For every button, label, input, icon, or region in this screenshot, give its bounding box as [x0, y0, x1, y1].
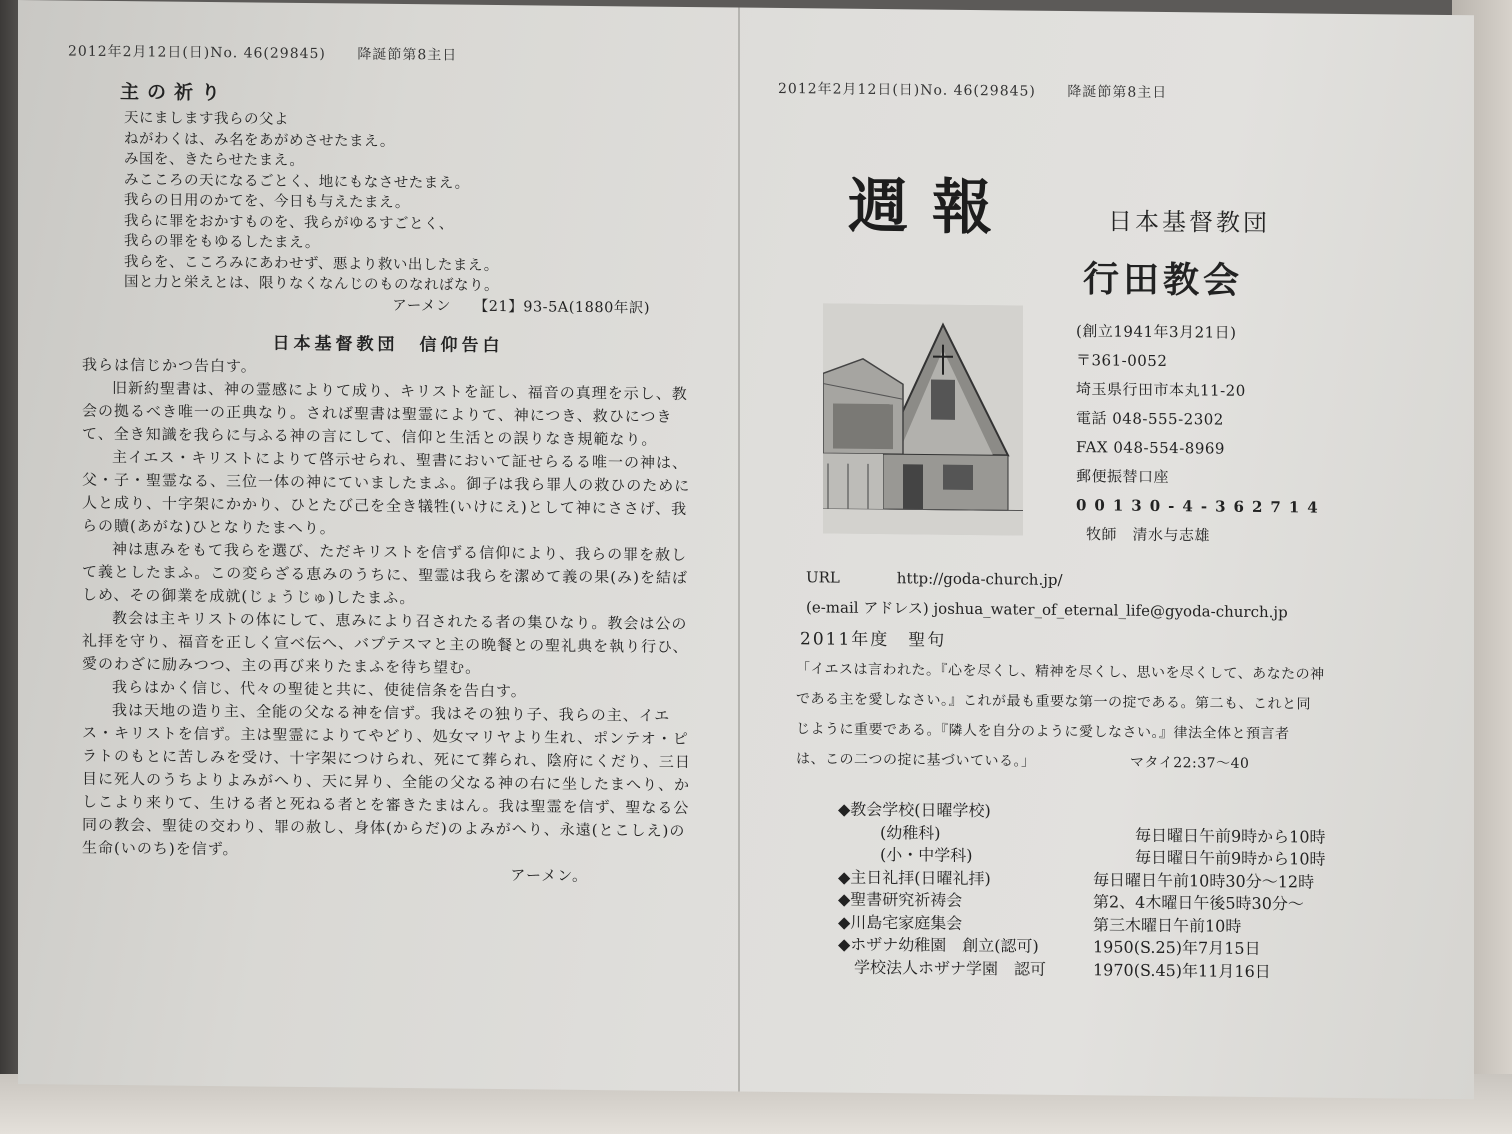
header-date: 2012年2月12日(日)No. 46(29845) — [778, 80, 1036, 100]
creed-paragraph: 主イエス・キリストによりて啓示せられ、聖書において証せらるる唯一の神は、父・子・聖霊なる、三位一体の神にていましたまふ。御子は我ら罪人の救ひのために人と成り、十字架にかかり、ひとたび己を全き犠牲(いけにえ)として神にささげ、我らの贖(あがな)ひとなりたまへり。 — [82, 447, 691, 538]
verse-line: 「イエスは言われた。『心を尽くし、精神を尽くし、思いを尽くして、あなたの神 — [796, 661, 1325, 683]
prayer-line: みこころの天になるごとく、地にもなさせたまえ。 — [124, 171, 470, 192]
schedule-time: 毎日曜日午前10時30分～12時 — [1093, 869, 1315, 892]
prayer-line: 我らの罪をもゆるしたまえ。 — [124, 233, 320, 252]
email-address[interactable]: joshua_water_of_eternal_life@gyoda-church.jp — [933, 599, 1288, 622]
confession-of-faith — [82, 354, 698, 866]
creed-paragraph: 旧新約聖書は、神の霊感によりて成り、キリストを証し、福音の真理を示し、教会の拠るべき唯一の正典なり。されば聖書は聖霊によりて、神につき、救ひにつきて、全き知識を我らに与ふる神の言にして、信仰と生活との誤りなき規範なり。 — [82, 378, 688, 449]
schedule-time: 1950(S.25)年7月15日 — [1093, 937, 1261, 959]
telephone: 電話 048-555-2302 — [1076, 409, 1224, 429]
prayer-line: 天にまします我らの父よ — [124, 110, 289, 128]
schedule-item: ◆聖書研究祈祷会 — [838, 889, 963, 910]
prayer-title: 主の祈り — [120, 81, 229, 105]
schedule-item: (幼稚科) — [880, 822, 941, 843]
creed-paragraph: 教会は主キリストの体にして、恵みにより召されたる者の集ひなり。教会は公の礼拝を守り、福音を正しく宣べ伝へ、バプテスマと主の晩餐との聖礼典を執り行ひ、愛のわざに励みつつ、主の再び来りたまふを待ち望む。 — [82, 608, 689, 677]
left-header — [68, 41, 708, 68]
creed-paragraph: 我らは信じかつ告白す。 — [82, 355, 257, 376]
schedule-item: (小・中学科) — [880, 845, 973, 865]
denomination-name: 日本基督教団 — [1108, 207, 1270, 238]
header-date: 2012年2月12日(日)No. 46(29845) — [68, 43, 326, 63]
address: 埼玉県行田市本丸11-20 — [1076, 380, 1246, 400]
email-label: (e-mail アドレス) — [806, 598, 929, 618]
church-contact-info — [1076, 317, 1326, 552]
creed-amen: アーメン。 — [510, 866, 588, 885]
schedule-item: ◆主日礼拝(日曜礼拝) — [838, 867, 991, 888]
creed-title: 日本基督教団 信仰告白 — [272, 333, 504, 357]
postal-code: 〒361-0052 — [1076, 351, 1168, 371]
postal-account-number: 00130-4-362714 — [1076, 496, 1326, 517]
schedule-time: 1970(S.45)年11月16日 — [1093, 959, 1271, 981]
schedule-time: 第2、4木曜日午後5時30分～ — [1093, 892, 1304, 914]
pastor-name: 牧師 清水与志雄 — [1086, 525, 1211, 545]
verse-line: じように重要である。『隣人を自分のように愛しなさい。』律法全体と預言者 — [796, 721, 1290, 743]
church-building-illustration — [823, 303, 1023, 535]
prayer-line: 我らの日用のかてを、今日も与えたまえ。 — [124, 192, 410, 212]
schedule-list — [838, 799, 1326, 984]
web-contact — [806, 562, 1288, 627]
schedule-item: ◆川島宅家庭集会 — [838, 912, 963, 933]
founded-date: (創立1941年3月21日) — [1076, 322, 1237, 342]
prayer-line: 我らに罪をおかすものを、我らがゆるすごとく、 — [124, 212, 454, 233]
schedule-time: 毎日曜日午前9時から10時 — [1135, 847, 1326, 869]
schedule-item: 学校法人ホザナ学園 認可 — [838, 957, 1047, 979]
left-page — [68, 41, 708, 1028]
postal-account-label: 郵便振替口座 — [1076, 467, 1170, 487]
yearly-verse — [796, 654, 1356, 780]
website-url[interactable]: http://goda-church.jp/ — [896, 569, 1063, 589]
url-label: URL — [806, 568, 840, 587]
header-season: 降誕節第8主日 — [1067, 83, 1168, 102]
prayer-line: 国と力と栄えとは、限りなくなんじのものなればなり。 — [124, 274, 499, 295]
creed-paragraph: 我らはかく信じ、代々の聖徒と共に、使徒信条を告白す。 — [112, 677, 527, 701]
prayer-line: み国を、きたらせたまえ。 — [124, 151, 305, 169]
prayer-amen: アーメン 【21】93-5A(1880年訳) — [392, 297, 650, 317]
lords-prayer — [124, 108, 708, 299]
fax: FAX 048-554-8969 — [1076, 438, 1225, 458]
verse-line: は、この二つの掟に基づいている。」 マタイ22:37～40 — [796, 751, 1250, 772]
masthead-title: 週報 — [848, 171, 1016, 244]
church-name: 行田教会 — [1083, 258, 1244, 302]
header-season: 降誕節第8主日 — [357, 46, 458, 64]
schedule-time: 毎日曜日午前9時から10時 — [1135, 825, 1326, 847]
schedule-row — [838, 956, 1326, 984]
right-header — [778, 78, 1398, 104]
yearly-verse-title: 2011年度 聖句 — [800, 629, 947, 651]
center-fold — [738, 8, 740, 1092]
creed-paragraph: 神は恵みをもて我らを選び、ただキリストを信ずる信仰により、我らの罪を赦して義としたまふ。この変らざる恵みのうちに、聖霊は我らを潔めて義の果(み)を結ばしめ、その御業を成就(じょうじゅ)したまふ。 — [82, 539, 689, 608]
prayer-line: 我らを、こころみにあわせず、悪より救い出したまえ。 — [124, 253, 499, 274]
bulletin-sheet — [18, 0, 1474, 1099]
creed-paragraph: 我は天地の造り主、全能の父なる神を信ず。我はその独り子、我らの主、イエス・キリストを信ず。主は聖霊によりてやどり、処女マリヤより生れ、ポンテオ・ピラトのもとに苦しみを受け、十字架につけられ、死にて葬られ、陰府にくだり、三日目に死人のうちよりよみがへり、天に昇り、全能の父なる神の右に坐したまへり、かしこより来りて、生ける者と死ねる者とを審きたまはん。我は聖霊を信ず、聖なる公同の教会、聖徒の交わり、罪の赦し、身体(からだ)のよみがへり、永遠(とこしえ)の生命(いのち)を信ず。 — [82, 700, 691, 859]
schedule-time: 第三木曜日午前10時 — [1093, 914, 1242, 936]
prayer-line: ねがわくは、み名をあがめさせたまえ。 — [124, 130, 395, 150]
schedule-item: ◆教会学校(日曜学校) — [838, 799, 991, 821]
verse-line: である主を愛しなさい。』これが最も重要な第一の掟である。第二も、これと同 — [796, 691, 1311, 713]
schedule-item: ◆ホザナ幼稚園 創立(認可) — [838, 934, 1039, 956]
right-page — [778, 78, 1398, 1064]
